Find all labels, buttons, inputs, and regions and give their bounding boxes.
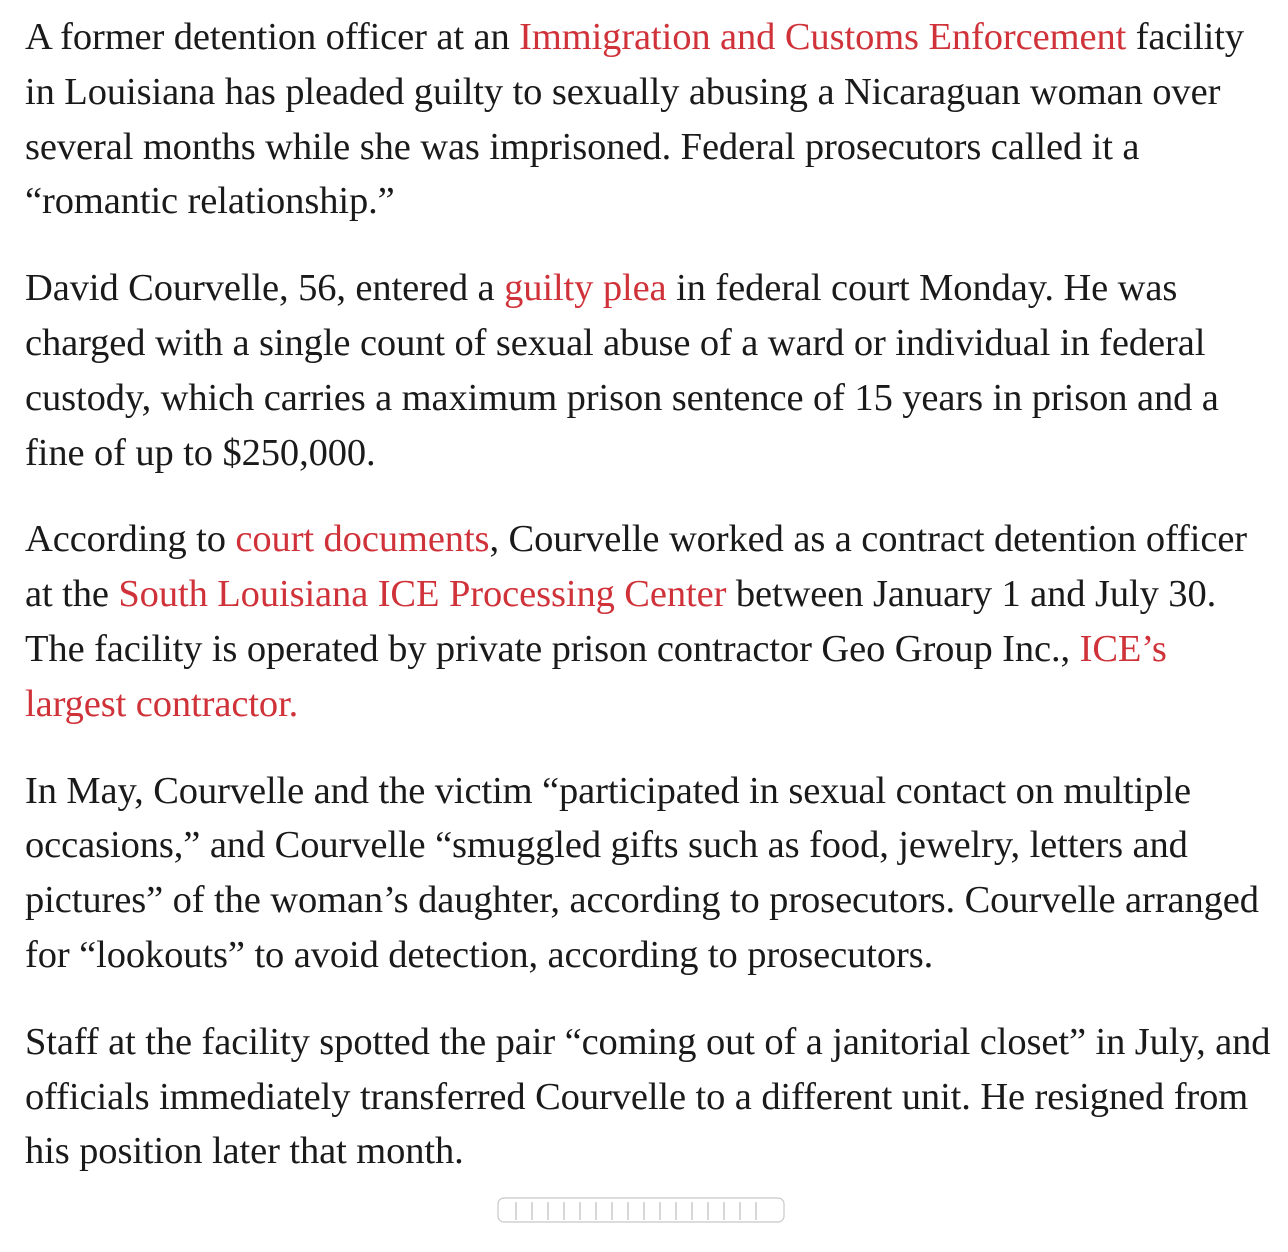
link-guilty-plea[interactable]: guilty plea bbox=[504, 267, 667, 310]
article-body bbox=[25, 10, 1275, 1211]
paragraph-3-text: between January 1 and July 30. The facility is operated by private prison contractor Geo Group Inc., bbox=[25, 573, 1217, 670]
link-immigration-and-customs-enforcement[interactable]: Immigration and Customs Enforcement bbox=[519, 16, 1127, 58]
paragraph-3 bbox=[25, 512, 1275, 731]
paragraph-3-text: According to bbox=[25, 518, 236, 561]
paragraph-2-text: David Courvelle, 56, entered a bbox=[25, 267, 505, 310]
paragraph-1 bbox=[25, 10, 1275, 229]
paragraph-5 bbox=[25, 1015, 1275, 1179]
paragraph-2 bbox=[25, 261, 1275, 480]
link-ices-largest-contractor[interactable]: ICE’s largest contractor. bbox=[25, 627, 1167, 725]
link-south-louisiana-ice-processing-center[interactable]: South Louisiana ICE Processing Center bbox=[118, 573, 727, 616]
paragraph-1-text: facility in Louisiana has pleaded guilty to sexually abusing a Nicaraguan woman over several months while she was imprisoned. Federal prosecutors called it a “romantic relationship.” bbox=[25, 16, 1244, 223]
paragraph-2-text: in federal court Monday. He was charged with a single count of sexual abuse of a ward or individual in federal custody, which carries a maximum prison sentence of 15 years in prison and a fine of up to $250,000. bbox=[25, 267, 1219, 474]
paragraph-4 bbox=[25, 764, 1275, 983]
paragraph-5-text: Staff at the facility spotted the pair “coming out of a janitorial closet” in July, and officials immediately transferred Courvelle to a different unit. He resigned from his position later that month. bbox=[25, 1020, 1271, 1173]
link-court-documents[interactable]: court documents bbox=[235, 518, 490, 561]
paragraph-4-text: In May, Courvelle and the victim “participated in sexual contact on multiple occasions,” and Courvelle “smuggled gifts such as food, jewelry, letters and pictures” of the woman’s daughter, according to prosecutors. Courvelle arranged for “lookouts” to avoid detection, according to prosecutors. bbox=[25, 769, 1259, 976]
paragraph-1-text: A former detention officer at an bbox=[25, 16, 520, 58]
paragraph-3-text: , Courvelle worked as a contract detention officer at the bbox=[25, 518, 1248, 616]
